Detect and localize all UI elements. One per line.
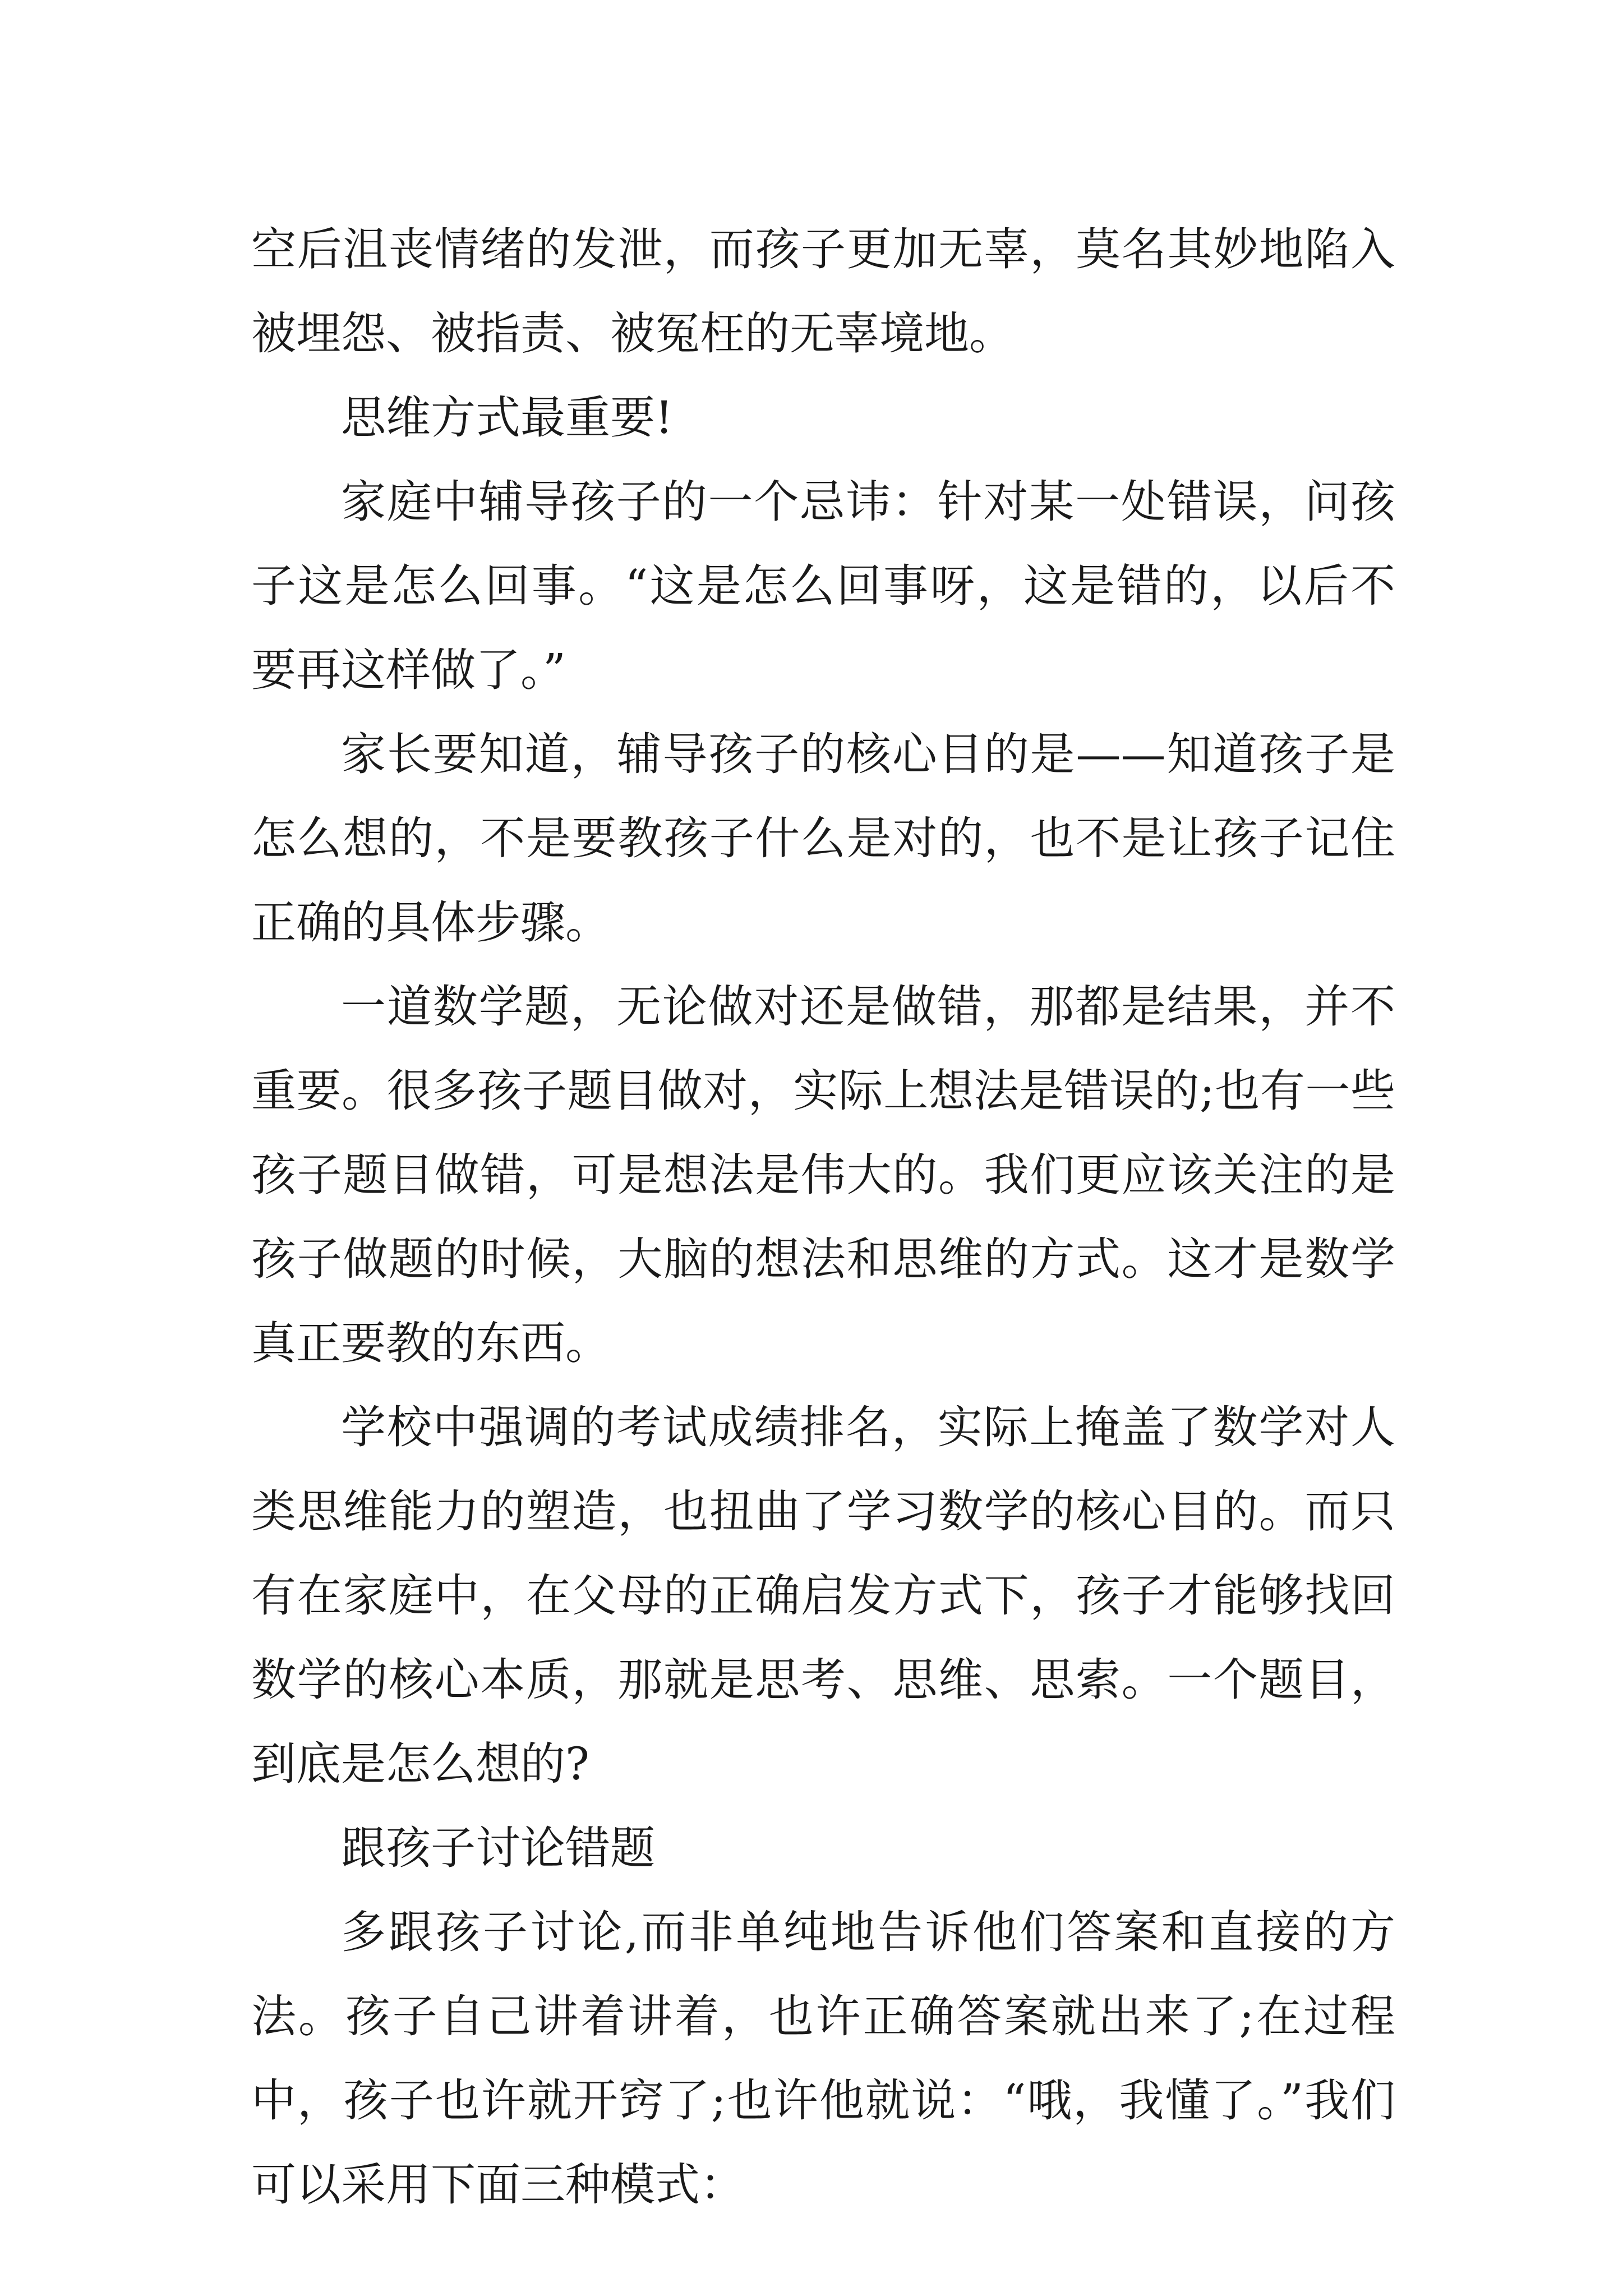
section-heading-discuss-mistakes: 跟孩子讨论错题 [341,1822,655,1874]
paragraph-core-purpose: 家长要知道，辅导孩子的核心目的是——知道孩子是怎么想的，不是要教孩子什么是对的，也不是让孩子记住正确的具体步骤。 [251,728,1395,949]
paragraph-discuss-more: 多跟孩子讨论,而非单纯地告诉他们答案和直接的方法。孩子自己讲着讲着，也许正确答案就出来了;在过程中，孩子也许就开窍了;也许他就说：“哦，我懂了。”我们可以采用下面三种模式： [251,1906,1395,2211]
paragraph-taboo: 家庭中辅导孩子的一个忌讳：针对某一处错误，问孩子这是怎么回事。“这是怎么回事呀，这是错的，以后不要再这样做了。” [251,476,1395,696]
paragraph-math-result: 一道数学题，无论做对还是做错，那都是结果，并不重要。很多孩子题目做对，实际上想法是错误的;也有一些孩子题目做错，可是想法是伟大的。我们更应该关注的是孩子做题的时候，大脑的想法和思维的方式。这才是数学真正要教的东西。 [251,981,1395,1369]
section-heading-thinking-method: 思维方式最重要! [341,392,674,444]
document-page [251,208,1395,2227]
paragraph-school-ranking: 学校中强调的考试成绩排名，实际上掩盖了数学对人类思维能力的塑造，也扭曲了学习数学的核心目的。而只有在家庭中，在父母的正确启发方式下，孩子才能够找回数学的核心本质，那就是思考、思维、思索。一个题目，到底是怎么想的? [251,1401,1395,1790]
paragraph-continuation: 空后沮丧情绪的发泄，而孩子更加无辜，莫名其妙地陷入被埋怨、被指责、被冤枉的无辜境地。 [251,223,1395,360]
